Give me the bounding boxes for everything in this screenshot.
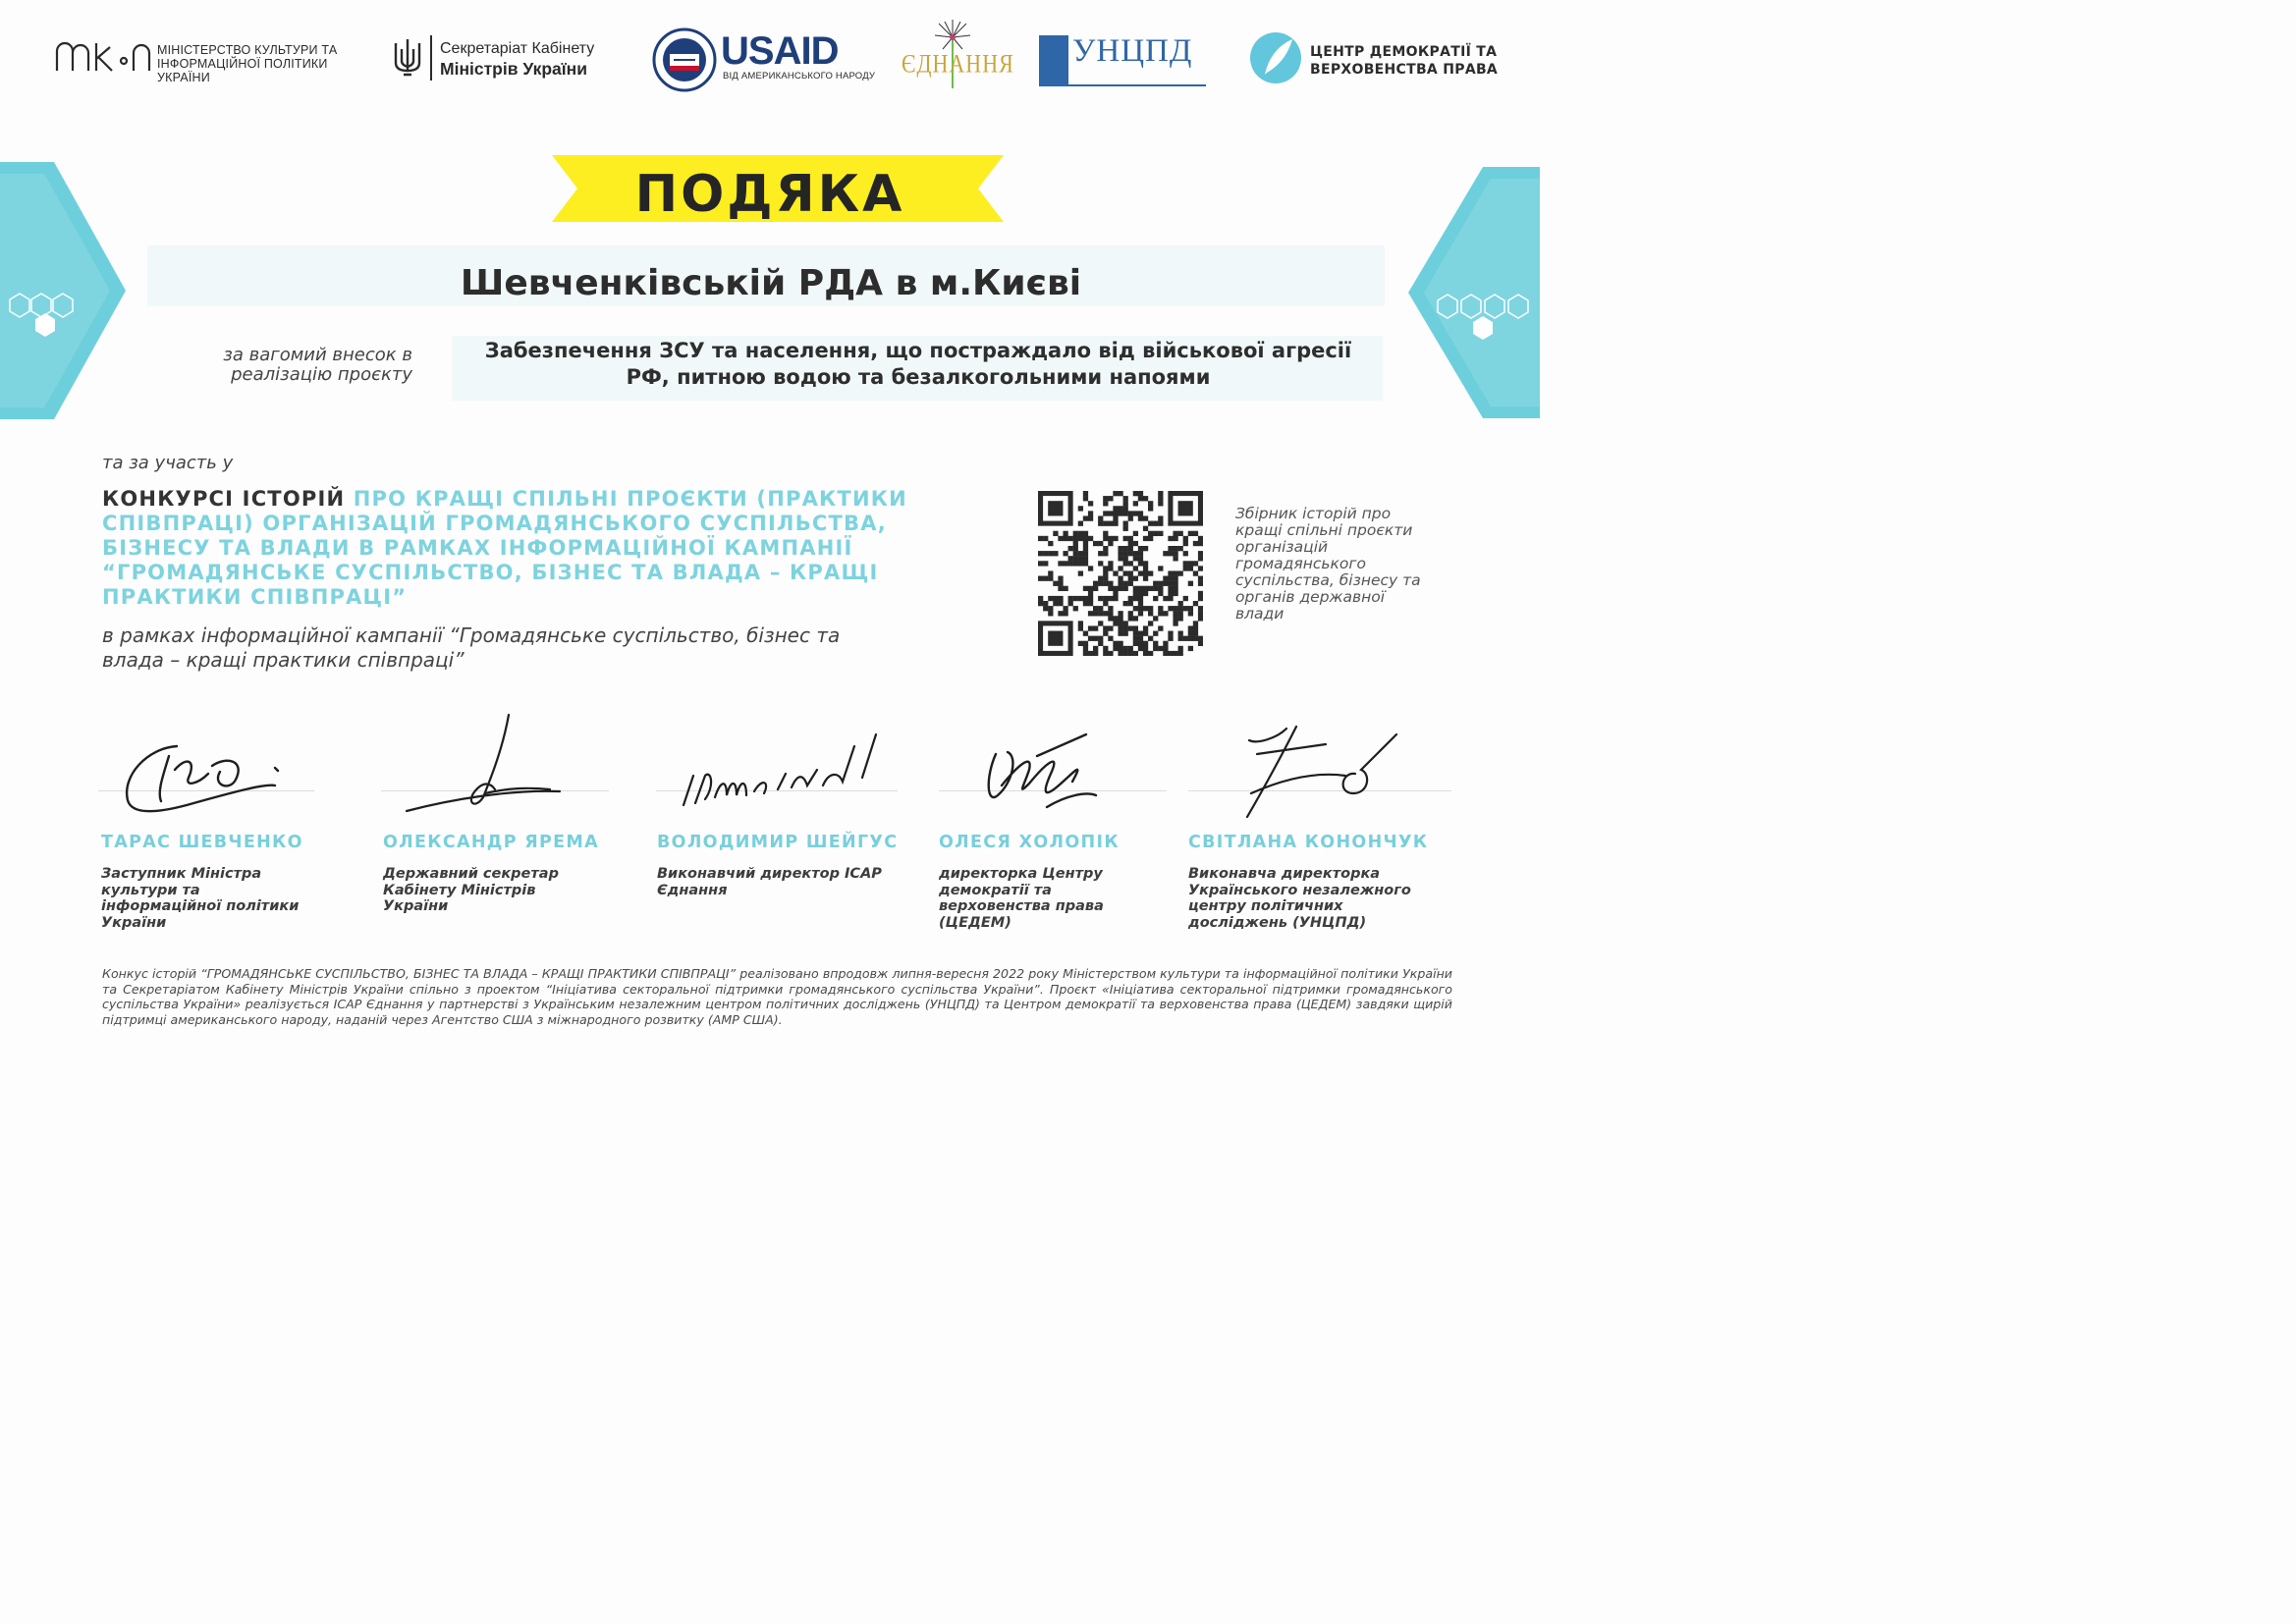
cabinet-line2: Міністрів України: [440, 59, 587, 79]
signer-role: директорка Центру демократії та верховенства права (ЦЕДЕМ): [939, 866, 1104, 931]
mkip-logo-icon: [55, 39, 153, 73]
qr-code[interactable]: [1038, 491, 1203, 656]
recipient-name: Шевченківській РДА в м.Києві: [460, 263, 1082, 303]
signer-name: ОЛЕКСАНДР ЯРЕМА: [383, 833, 599, 852]
signature-kononchuk: [1228, 715, 1404, 825]
ednannia-logo-text: ЄДНАННЯ: [902, 48, 1014, 79]
cedem-line1: ЦЕНТР ДЕМОКРАТІЇ ТА: [1310, 44, 1498, 60]
cabinet-logo-text: [440, 39, 594, 81]
cedem-line2: ВЕРХОВЕНСТВА ПРАВА: [1310, 62, 1499, 78]
signature-shevchenko: [118, 727, 295, 825]
cabinet-line1: Секретаріат Кабінету: [440, 40, 595, 57]
uncpd-emblem: [1039, 35, 1068, 84]
signer-role: Виконавчий директор ІСАР Єднання: [657, 866, 882, 898]
project-title: Забезпечення ЗСУ та населення, що постраждало від військової агресії РФ, питною водою та безалкогольними напоями: [484, 339, 1352, 389]
qr-caption: Збірник історій про кращі спільні проєкти організацій громадянського суспільства, бізнесу та органів державної влади: [1235, 505, 1421, 623]
footer-note: Конкус історій “ГРОМАДЯНСЬКЕ СУСПІЛЬСТВО, БІЗНЕС ТА ВЛАДА – КРАЩІ ПРАКТИКИ СПІВПРАЦІ” реалізовано впродовж липня-вересня 2022 року Міністерством культури та інформаційної політики України та Секретаріатом Кабінету Міністрів України спільно з проектом “Ініціатива секторальної підтримки громадянського суспільства України”. Проєкт «Ініціатива секторальної підтримки громадянського суспільства України» реалізується ІСАР Єднання у партнерстві з Українським незалежним центром політичних досліджень (УНЦПД) та Центром демократії та верховенства права (ЦЕДЕМ) завдяки щирій підтримці американського народу, наданій через Агентство США з міжнародного розвитку (АМР США).: [102, 966, 1452, 1027]
signer-role: Виконавча директорка Українського незалежного центру політичних досліджень (УНЦПД): [1188, 866, 1411, 931]
cedem-feather-icon: [1249, 31, 1302, 84]
signer-name: СВІТЛАНА КОНОНЧУК: [1188, 833, 1429, 852]
signature-sheigus: [676, 727, 892, 815]
usaid-subtitle: ВІД АМЕРИКАНСЬКОГО НАРОДУ: [723, 71, 876, 81]
participation-label: та за участь у: [102, 453, 234, 473]
uncpd-underline: [1039, 84, 1206, 86]
signer-role: Заступник Міністра культури та інформаційної політики України: [101, 866, 300, 931]
usaid-logo: USAID: [721, 29, 839, 73]
mkip-logo-text: МІНІСТЕРСТВО КУЛЬТУРИ ТА ІНФОРМАЦІЙНОЇ ПОЛІТИКИ УКРАЇНИ: [157, 43, 338, 84]
contest-title: [102, 487, 986, 610]
cedem-logo-text: [1310, 43, 1498, 79]
contest-title-rest: ПРО КРАЩІ СПІЛЬНІ ПРОЄКТИ (ПРАКТИКИ СПІВПРАЦІ) ОРГАНІЗАЦІЙ ГРОМАДЯНСЬКОГО СУСПІЛЬСТВА, БІЗНЕСУ ТА ВЛАДИ В РАМКАХ ІНФОРМАЦІЙНОЇ КАМПАНІЇ “ГРОМАДЯНСЬКЕ СУСПІЛЬСТВО, БІЗНЕС ТА ВЛАДА – КРАЩІ ПРАКТИКИ СПІВПРАЦІ”: [102, 487, 907, 609]
certificate-title: ПОДЯКА: [634, 165, 905, 224]
campaign-text: в рамках інформаційної кампанії “Громадянське суспільство, бізнес та влада – кращі практики співпраці”: [102, 623, 841, 672]
signer-name: ВОЛОДИМИР ШЕЙГУС: [657, 833, 899, 852]
signature-yarema: [393, 709, 570, 817]
uncpd-logo-text: УНЦПД: [1072, 33, 1193, 69]
usaid-seal-icon: [652, 27, 717, 92]
signer-name: ОЛЕСЯ ХОЛОПІК: [939, 833, 1120, 852]
signer-name: ТАРАС ШЕВЧЕНКО: [101, 833, 303, 852]
contribution-label: за вагомий внесок в реалізацію проєкту: [223, 345, 412, 385]
signature-kholopik: [978, 727, 1125, 825]
signer-role: Державний секретар Кабінету Міністрів України: [383, 866, 559, 914]
logo-divider: [430, 35, 432, 81]
trident-icon: [393, 37, 422, 79]
contest-title-dark: КОНКУРСІ ІСТОРІЙ: [102, 487, 346, 511]
